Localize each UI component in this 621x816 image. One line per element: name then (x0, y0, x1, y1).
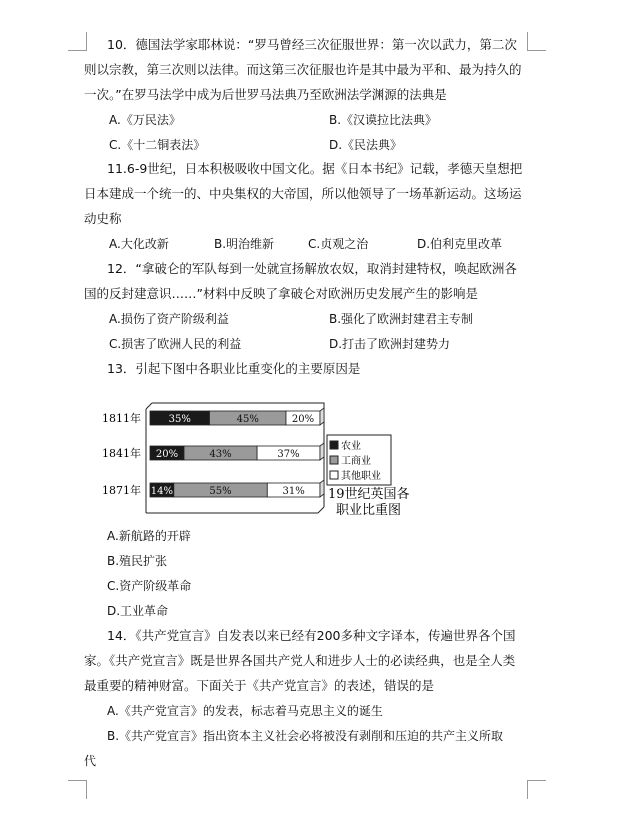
crop-mark-bottom-left (68, 780, 87, 799)
q12-option-a: A.损伤了资产阶级利益 (109, 312, 229, 326)
crop-mark-top-left (68, 32, 87, 51)
q14-option-a: A.《共产党宣言》的发表，标志着马克思主义的诞生 (107, 704, 383, 718)
value-label-other-1811年: 20% (291, 414, 315, 425)
crop-mark-bottom-right (527, 780, 546, 799)
q10-option-c: C.《十二铜表法》 (109, 138, 206, 152)
occupation-chart (100, 395, 430, 525)
q12-option-b: B.强化了欧洲封建君主专制 (329, 312, 474, 326)
category-label-1841: 1841年 (102, 447, 141, 460)
value-label-agriculture-1811年: 35% (168, 414, 191, 425)
q12-option-c: C.损害了欧洲人民的利益 (109, 337, 242, 351)
q14-option-b-continued: 代 (84, 754, 97, 768)
value-label-agriculture-1841年: 20% (155, 449, 179, 460)
q10-option-d: D.《民法典》 (329, 138, 403, 152)
q14-line-1: 14．《共产党宣言》自发表以来已经有200多种文字译本，传遍世界各个国 (107, 628, 516, 643)
legend-swatch-other (330, 471, 338, 479)
category-label-1871: 1871年 (102, 484, 141, 497)
q13-option-c: C.资产阶级革命 (107, 579, 192, 593)
q13-line-1: 13．引起下图中各职业比重变化的主要原因是 (107, 361, 361, 376)
q14-line-3: 最重要的精神财富。下面关于《共产党宣言》的表述，错误的是 (84, 678, 435, 693)
q11-option-c: C.贞观之治 (308, 237, 369, 251)
bar-cap-1811年 (320, 408, 324, 425)
value-label-industry-1841年: 43% (209, 449, 232, 460)
value-label-industry-1871年: 55% (209, 486, 232, 497)
chart-frame-corner-tl (146, 403, 152, 409)
q10-option-b: B.《汉谟拉比法典》 (329, 113, 438, 127)
q13-option-d: D.工业革命 (107, 604, 169, 618)
chart-title-line-1: 19世纪英国各 (328, 487, 410, 502)
legend-label-other: 其他职业 (341, 471, 381, 482)
q12-line-1: 12．“拿破仑的军队每到一处就宣扬解放农奴，取消封建特权，唤起欧洲各 (107, 261, 517, 276)
q13-option-a: A.新航路的开辟 (107, 529, 191, 543)
value-label-agriculture-1871年: 14% (150, 486, 174, 497)
bar-cap-1841年 (320, 443, 324, 460)
chart-legend (327, 435, 391, 485)
q11-line-1: 11.6-9世纪，日本积极吸收中国文化。据《日本书纪》记载，孝德天皇想把 (107, 161, 523, 176)
q10-line-3: 一次。”在罗马法学中成为后世罗马法典乃至欧洲法学渊源的法典是 (84, 87, 447, 102)
chart-title-line-2: 职业比重图 (336, 503, 402, 518)
q11-line-2: 日本建成一个统一的、中央集权的大帝国，所以他领导了一场革新运动。这场运 (84, 186, 522, 201)
q10-line-2: 则以宗教，第三次则以法律。而这第三次征服也许是其中最为平和、最为持久的 (84, 62, 522, 77)
q12-option-d: D.打击了欧洲封建势力 (329, 337, 451, 351)
q11-line-3: 动史称 (84, 211, 122, 226)
q11-option-b: B.明治维新 (214, 237, 275, 251)
q10-option-a: A.《万民法》 (109, 113, 181, 127)
q10-line-1: 10．德国法学家耶林说：“罗马曾经三次征服世界：第一次以武力，第二次 (107, 37, 517, 52)
chart-frame-corner-br (318, 507, 324, 513)
legend-label-industry: 工商业 (341, 456, 371, 467)
value-label-other-1871年: 31% (282, 486, 305, 497)
q11-option-a: A.大化改新 (109, 237, 169, 251)
q14-option-b: B.《共产党宣言》指出资本主义社会必将被没有剥削和压迫的共产主义所取 (107, 729, 504, 743)
q14-line-2: 家。《共产党宣言》既是世界各国共产党人和进步人士的必读经典，也是全人类 (84, 653, 516, 668)
legend-swatch-industry (330, 456, 338, 464)
crop-mark-top-right (527, 32, 546, 51)
category-label-1811: 1811年 (102, 412, 141, 425)
q12-line-2: 国的反封建意识……”材料中反映了拿破仑对欧洲历史发展产生的影响是 (84, 286, 478, 301)
q11-option-d: D.伯利克里改革 (417, 237, 503, 251)
legend-label-agriculture: 农业 (341, 441, 361, 452)
legend-swatch-agriculture (330, 441, 338, 449)
value-label-other-1841年: 37% (277, 449, 300, 460)
q13-option-b: B.殖民扩张 (107, 554, 168, 568)
value-label-industry-1811年: 45% (236, 414, 259, 425)
bar-cap-1871年 (320, 480, 324, 497)
